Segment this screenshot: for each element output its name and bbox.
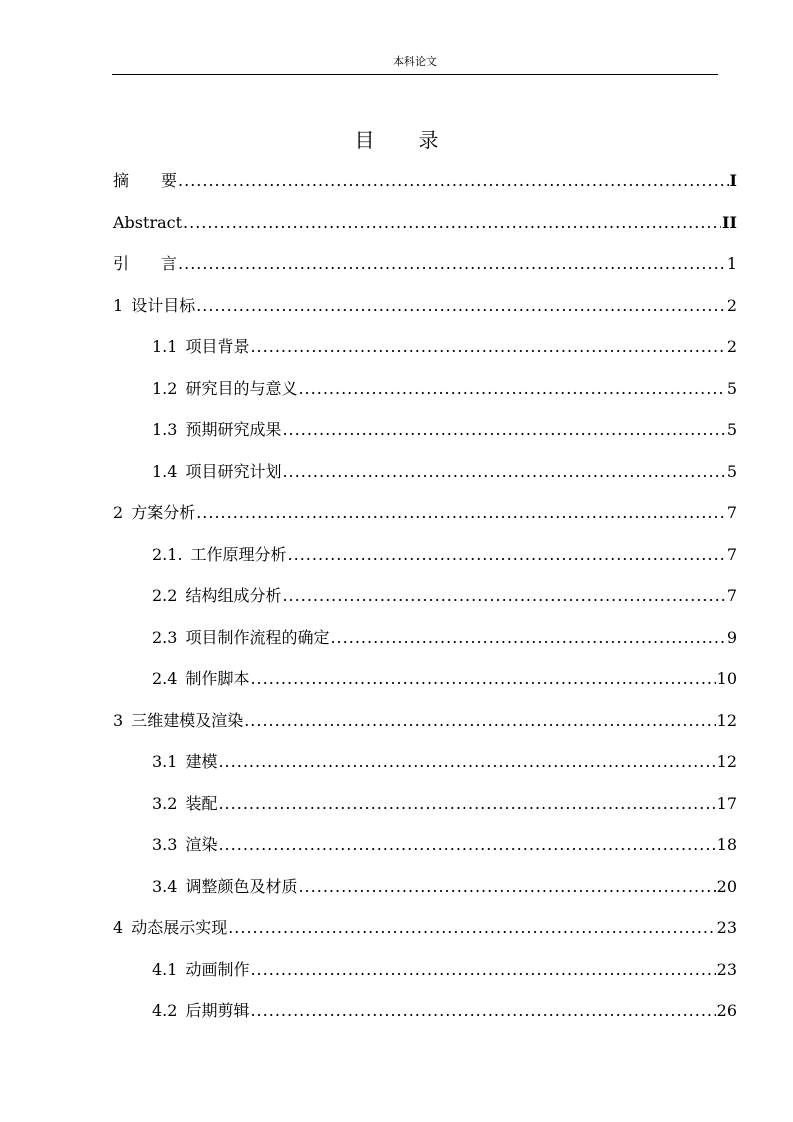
toc-entry[interactable] (113, 872, 737, 914)
toc-entry-title: 项目背景 (185, 337, 250, 356)
toc-leader (282, 581, 725, 611)
toc-entry[interactable] (113, 457, 737, 499)
toc-entry-number: 2.2 (152, 586, 178, 605)
toc-entry[interactable] (113, 913, 737, 955)
toc-entry-page: 17 (716, 793, 737, 813)
toc-leader (250, 664, 715, 694)
toc-entry-page: 2 (726, 295, 737, 315)
toc-entry-number: 2 (113, 503, 124, 522)
toc-entry-number: 1.3 (152, 420, 178, 439)
toc-leader (282, 457, 725, 487)
toc-entry-number: 2.4 (152, 669, 178, 688)
toc-entry[interactable] (113, 208, 737, 250)
toc-entry-title: 研究目的与意义 (185, 378, 298, 398)
toc-entry[interactable] (113, 706, 737, 748)
toc-entry-page: 5 (726, 378, 737, 398)
toc-leader (244, 706, 715, 736)
toc-entry-title: 结构组成分析 (185, 586, 282, 605)
toc-entry-title: 设计目标 (131, 295, 196, 315)
toc-entry-page: 23 (716, 918, 737, 937)
toc-entry-title: Abstract (113, 212, 183, 232)
toc-entry[interactable] (113, 332, 737, 374)
toc-entry-title: 制作脚本 (185, 669, 250, 688)
toc-leader (183, 208, 721, 238)
toc-entry-title: 动态展示实现 (131, 918, 228, 937)
toc-entry-title: 引 言 (113, 254, 178, 273)
toc-entry-title: 项目制作流程的确定 (185, 627, 330, 647)
toc-leader (196, 291, 726, 321)
toc-leader (298, 374, 725, 404)
toc-entry-page: 12 (716, 710, 737, 730)
toc-entry-number: 1.2 (152, 378, 178, 398)
toc-leader (178, 166, 729, 196)
toc-leader (298, 872, 715, 902)
toc-leader (178, 249, 726, 279)
toc-entry[interactable] (113, 830, 737, 872)
toc-entry[interactable] (113, 581, 737, 623)
toc-entry-page: 2 (726, 337, 737, 356)
toc-entry-title: 预期研究成果 (185, 420, 282, 439)
toc-entry-page: 10 (716, 669, 737, 688)
running-header (112, 56, 718, 75)
toc-entry-number: 1.4 (152, 461, 178, 481)
toc-leader (250, 955, 715, 985)
toc-entry-number: 1 (113, 295, 124, 315)
toc-entry-number: 4.2 (152, 1001, 178, 1020)
toc-entry[interactable] (113, 789, 737, 831)
toc-entry-number: 3 (113, 710, 124, 730)
toc-leader (196, 498, 726, 528)
toc-leader (218, 789, 715, 819)
toc-entry[interactable] (113, 996, 737, 1038)
toc-entry-page: 7 (726, 503, 737, 522)
toc-title-part2: 录 (418, 128, 439, 152)
toc-entry-number: 4 (113, 918, 124, 937)
toc-entry-page: 1 (726, 254, 737, 273)
toc-title (0, 126, 793, 154)
toc-leader (228, 913, 715, 943)
toc-entry-number: 1.1 (152, 337, 178, 356)
toc-entry[interactable] (113, 747, 737, 789)
toc-entry-title: 摘 要 (113, 171, 178, 190)
toc-entry-page: II (722, 212, 737, 232)
toc-entry-page: 5 (726, 420, 737, 439)
toc-entry-number: 4.1 (152, 959, 178, 979)
toc-entry-page: 20 (716, 876, 737, 896)
toc-entry[interactable] (113, 166, 737, 208)
toc-entry-page: 23 (716, 959, 737, 979)
toc-entry[interactable] (113, 955, 737, 997)
toc-entry-title: 三维建模及渲染 (131, 710, 244, 730)
table-of-contents (113, 166, 737, 1038)
toc-entry-number: 3.4 (152, 876, 178, 896)
toc-entry[interactable] (113, 664, 737, 706)
toc-entry[interactable] (113, 498, 737, 540)
toc-entry-page: 12 (716, 752, 737, 771)
toc-leader (218, 747, 715, 777)
toc-entry-title: 项目研究计划 (185, 461, 282, 481)
toc-entry-number: 3.2 (152, 793, 178, 813)
toc-leader (250, 332, 725, 362)
toc-leader (218, 830, 715, 860)
toc-entry-title: 动画制作 (185, 959, 250, 979)
toc-leader (288, 540, 726, 570)
toc-entry-title: 建模 (185, 752, 218, 771)
toc-entry[interactable] (113, 291, 737, 333)
toc-entry[interactable] (113, 249, 737, 291)
toc-title-part1: 目 (354, 128, 375, 152)
toc-leader (250, 996, 715, 1026)
toc-entry-page: 5 (726, 461, 737, 481)
toc-entry-page: 9 (726, 627, 737, 647)
toc-entry-title: 后期剪辑 (185, 1001, 250, 1020)
toc-entry-number: 2.1. (152, 544, 183, 564)
toc-leader (282, 415, 725, 445)
toc-entry[interactable] (113, 623, 737, 665)
toc-entry-title: 方案分析 (131, 503, 196, 522)
toc-entry-page: 18 (716, 835, 737, 854)
toc-entry-number: 3.3 (152, 835, 178, 854)
toc-entry-number: 3.1 (152, 752, 178, 771)
toc-entry-title: 调整颜色及材质 (185, 876, 298, 896)
toc-entry-page: I (729, 171, 737, 190)
running-title: 本科论文 (393, 55, 437, 68)
toc-entry-title: 装配 (185, 793, 218, 813)
toc-entry-page: 26 (716, 1001, 737, 1020)
toc-entry-page: 7 (726, 544, 737, 564)
toc-leader (330, 623, 725, 653)
toc-entry-title: 渲染 (185, 835, 218, 854)
toc-entry[interactable] (113, 540, 737, 582)
toc-entry-number: 2.3 (152, 627, 178, 647)
toc-entry-title: 工作原理分析 (190, 544, 287, 564)
toc-entry-page: 7 (726, 586, 737, 605)
toc-entry[interactable] (113, 374, 737, 416)
toc-entry[interactable] (113, 415, 737, 457)
